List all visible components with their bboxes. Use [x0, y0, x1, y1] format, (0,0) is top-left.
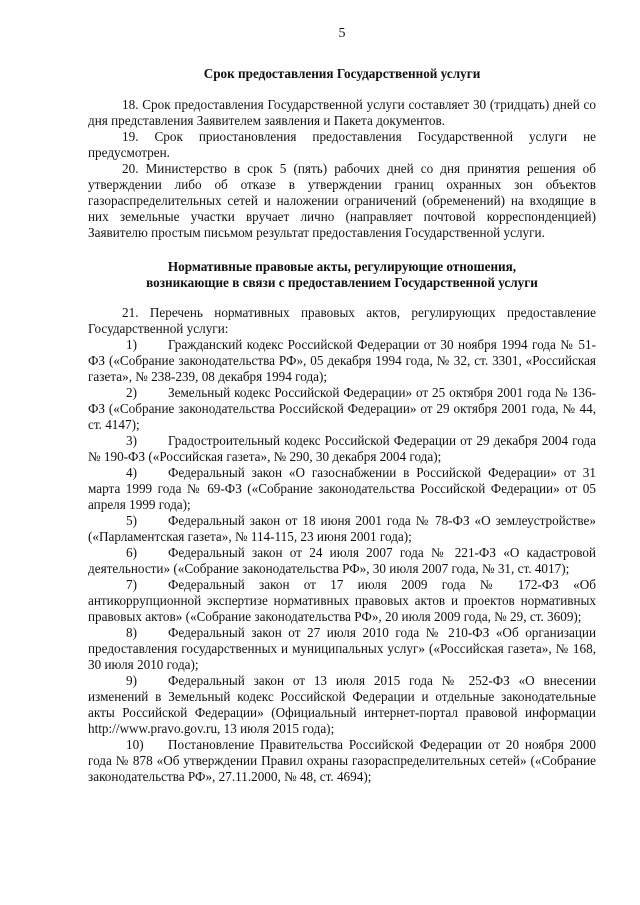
list-item-text: Федеральный закон «О газоснабжении в Российской Федерации» от 31 марта 1999 года № 69-ФЗ («Собрание законодательства Российской Федерации» от 05 апреля 1999 года); — [88, 465, 596, 512]
list-item-text: Федеральный закон от 18 июня 2001 года № 78-ФЗ «О землеустройстве» («Парламентская газета», № 114-115, 23 июня 2001 года); — [88, 513, 596, 544]
list-item — [88, 513, 596, 545]
list-item-text: Земельный кодекс Российской Федерации» от 25 октября 2001 года № 136-ФЗ («Собрание законодательства Российской Федерации» от 29 октября 2001 года, № 44, ст. 4147); — [88, 385, 596, 432]
paragraph-19: 19. Срок приостановления предоставления Государственной услуги не предусмотрен. — [88, 129, 596, 160]
list-item-text: Федеральный закон от 24 июля 2007 года № 221-ФЗ «О кадастровой деятельности» («Собрание законодательства РФ», 30 июля 2007 года, № 31, ст. 4017); — [88, 545, 596, 576]
page-number: 5 — [338, 26, 346, 41]
list-item-number: 8) — [126, 625, 137, 640]
list-item — [88, 625, 596, 673]
list-item — [88, 433, 596, 465]
list-item — [88, 737, 596, 785]
list-item — [88, 577, 596, 625]
list-item-text: Градостроительный кодекс Российской Федерации от 29 декабря 2004 года № 190-ФЗ («Российская газета», № 290, 30 декабря 2004 года); — [88, 433, 596, 464]
list-item-number: 4) — [126, 465, 137, 480]
paragraph-18: 18. Срок предоставления Государственной услуги составляет 30 (тридцать) дней со дня представления Заявителем заявления и Пакета документов. — [88, 97, 596, 128]
list-item — [88, 465, 596, 513]
section-title-line-2: возникающие в связи с предоставлением Государственной услуги — [146, 275, 538, 290]
list-item — [88, 545, 596, 577]
list-item-text: Федеральный закон от 17 июля 2009 года № 172-ФЗ «Об антикоррупционной экспертизе нормативных правовых актов и проектов нормативных правовых актов» («Собрание законодательства РФ», 20 июля 2009 года, № 29, ст. 3609); — [88, 577, 596, 624]
list-item-number: 10) — [126, 737, 144, 752]
list-item-number: 9) — [126, 673, 137, 688]
list-item — [88, 673, 596, 737]
paragraph-21: 21. Перечень нормативных правовых актов, регулирующих предоставление Государственной услуги: — [88, 305, 596, 336]
section-title-legal-acts — [88, 259, 596, 291]
list-item-number: 5) — [126, 513, 137, 528]
list-item-text: Постановление Правительства Российской Федерации от 20 ноября 2000 года № 878 «Об утверждении Правил охраны газораспределительных сетей» («Собрание законодательства РФ», 27.11.2000, № 48, ст. 4694); — [88, 737, 596, 784]
section-title-line-1: Нормативные правовые акты, регулирующие отношения, — [167, 259, 517, 274]
list-item-text: Федеральный закон от 27 июля 2010 года № 210-ФЗ «Об организации предоставления государственных и муниципальных услуг» («Российская газета», № 168, 30 июля 2010 года); — [88, 625, 596, 672]
paragraph-20: 20. Министерство в срок 5 (пять) рабочих дней со дня принятия решения об утверждении либо об отказе в утверждении границ охранных зон объектов газораспределительных сетей и наложении ограничений (обременений) на входящие в них земельные участки вручает лично (направляет почтовой корреспонденцией) Заявителю простым письмом результат предоставления Государственной услуги. — [88, 161, 596, 240]
list-item-number: 2) — [126, 385, 137, 400]
list-item-text: Гражданский кодекс Российской Федерации от 30 ноября 1994 года № 51-ФЗ («Собрание законодательства РФ», 05 декабря 1994 года, № 32, ст. 3301, «Российская газета», № 238-239, 08 декабря 1994 года); — [88, 337, 596, 384]
list-item-text: Федеральный закон от 13 июля 2015 года № 252-ФЗ «О внесении изменений в Земельный кодекс Российской Федерации и отдельные законодательные акты Российской Федерации» (Официальный интернет-портал правовой информации http://www.pravo.gov.ru, 13 июля 2015 года); — [88, 673, 596, 736]
section-title-term: Срок предоставления Государственной услуги — [203, 66, 481, 81]
document-page — [88, 26, 596, 785]
list-item-number: 6) — [126, 545, 137, 560]
list-item-number: 3) — [126, 433, 137, 448]
list-item-number: 7) — [126, 577, 137, 592]
list-item-number: 1) — [126, 337, 137, 352]
list-item — [88, 337, 596, 385]
list-item — [88, 385, 596, 433]
legal-acts-list — [88, 337, 596, 785]
